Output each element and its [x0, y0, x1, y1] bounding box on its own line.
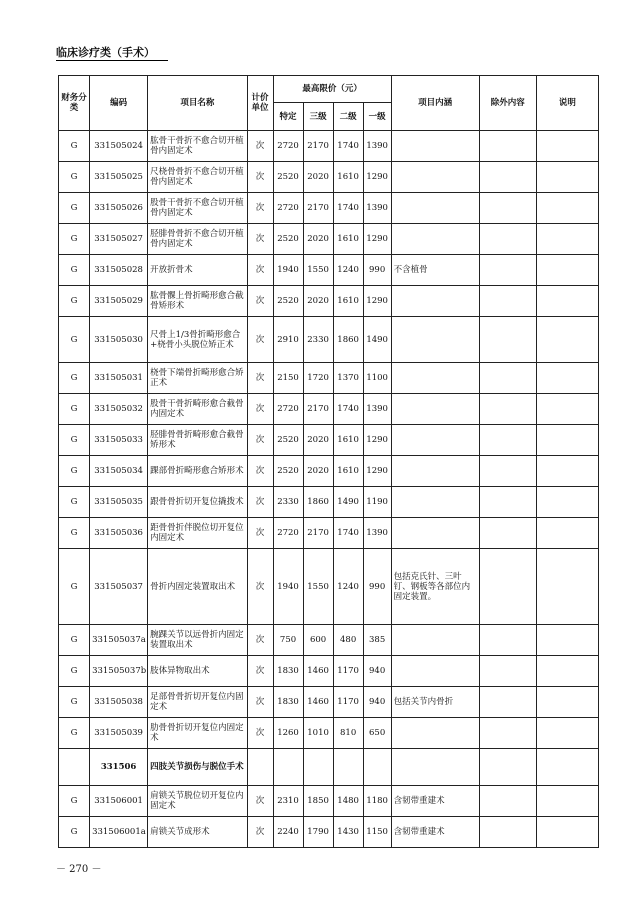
header-category: 财务分类 — [59, 76, 90, 131]
table-row — [59, 255, 599, 286]
cell-unit: 次 — [247, 817, 273, 848]
table-header — [59, 76, 599, 131]
header-tier-3: 三级 — [303, 103, 333, 131]
cell-price-tier1: 650 — [363, 718, 391, 749]
cell-excluded — [479, 394, 536, 425]
table-row — [59, 193, 599, 224]
cell-price-tier2 — [333, 749, 363, 786]
cell-name: 桡骨下端骨折畸形愈合矫正术 — [148, 363, 247, 394]
cell-category: G — [59, 518, 90, 549]
cell-notes — [536, 625, 598, 656]
cell-category: G — [59, 255, 90, 286]
cell-category: G — [59, 193, 90, 224]
cell-content — [391, 286, 479, 317]
cell-content — [391, 317, 479, 363]
cell-content — [391, 394, 479, 425]
cell-price-tier2: 810 — [333, 718, 363, 749]
cell-price-tier2: 1860 — [333, 317, 363, 363]
header-content: 项目内涵 — [391, 76, 479, 131]
cell-notes — [536, 425, 598, 456]
cell-price-tier3: 2170 — [303, 394, 333, 425]
cell-notes — [536, 224, 598, 255]
cell-price-tier1: 385 — [363, 625, 391, 656]
cell-price-special: 2240 — [273, 817, 303, 848]
cell-unit: 次 — [247, 131, 273, 162]
cell-category — [59, 749, 90, 786]
cell-excluded — [479, 656, 536, 687]
cell-category: G — [59, 224, 90, 255]
cell-content — [391, 749, 479, 786]
cell-name: 踝部骨折畸形愈合矫形术 — [148, 456, 247, 487]
table-row — [59, 518, 599, 549]
cell-category: G — [59, 718, 90, 749]
cell-excluded — [479, 131, 536, 162]
cell-notes — [536, 162, 598, 193]
cell-price-tier3: 2020 — [303, 286, 333, 317]
cell-name: 股骨干骨折畸形愈合截骨内固定术 — [148, 394, 247, 425]
cell-category: G — [59, 817, 90, 848]
cell-price-special: 2720 — [273, 518, 303, 549]
cell-excluded — [479, 425, 536, 456]
cell-code: 331505030 — [90, 317, 148, 363]
cell-code: 331505039 — [90, 718, 148, 749]
header-notes: 说明 — [536, 76, 598, 131]
section-title: 临床诊疗类（手术） — [56, 46, 155, 59]
table-row — [59, 317, 599, 363]
cell-price-tier1: 1290 — [363, 286, 391, 317]
cell-name: 胫腓骨骨折畸形愈合截骨矫形术 — [148, 425, 247, 456]
cell-unit — [247, 749, 273, 786]
cell-price-tier1 — [363, 749, 391, 786]
table-row — [59, 718, 599, 749]
cell-category: G — [59, 425, 90, 456]
cell-price-tier2: 1610 — [333, 286, 363, 317]
cell-price-special: 2330 — [273, 487, 303, 518]
cell-name: 足部骨骨折切开复位内固定术 — [148, 687, 247, 718]
cell-price-special: 2520 — [273, 224, 303, 255]
table-row — [59, 224, 599, 255]
cell-price-tier3: 1720 — [303, 363, 333, 394]
cell-code: 331505032 — [90, 394, 148, 425]
cell-name: 四肢关节损伤与脱位手术 — [148, 749, 247, 786]
cell-price-tier1: 1290 — [363, 425, 391, 456]
cell-category: G — [59, 456, 90, 487]
cell-category: G — [59, 162, 90, 193]
cell-code: 331505036 — [90, 518, 148, 549]
cell-price-tier3: 2170 — [303, 518, 333, 549]
cell-code: 331505025 — [90, 162, 148, 193]
cell-name: 肩锁关节脱位切开复位内固定术 — [148, 786, 247, 817]
cell-price-special: 2310 — [273, 786, 303, 817]
cell-content — [391, 518, 479, 549]
cell-price-tier2: 1240 — [333, 549, 363, 625]
cell-content: 含韧带重建术 — [391, 786, 479, 817]
cell-notes — [536, 718, 598, 749]
table-body — [59, 131, 599, 848]
cell-unit: 次 — [247, 224, 273, 255]
cell-notes — [536, 363, 598, 394]
header-tier-2: 二级 — [333, 103, 363, 131]
header-tier-1: 一级 — [363, 103, 391, 131]
cell-price-tier1: 990 — [363, 255, 391, 286]
cell-price-tier1: 1390 — [363, 394, 391, 425]
cell-unit: 次 — [247, 687, 273, 718]
table-row — [59, 625, 599, 656]
cell-unit: 次 — [247, 363, 273, 394]
cell-name: 骨折内固定装置取出术 — [148, 549, 247, 625]
cell-price-tier2: 1490 — [333, 487, 363, 518]
cell-notes — [536, 786, 598, 817]
cell-price-special: 2910 — [273, 317, 303, 363]
cell-notes — [536, 656, 598, 687]
cell-price-tier3: 1550 — [303, 549, 333, 625]
cell-price-tier1: 1290 — [363, 456, 391, 487]
cell-price-tier2: 1740 — [333, 193, 363, 224]
cell-price-tier1: 1390 — [363, 518, 391, 549]
cell-price-tier3: 2020 — [303, 162, 333, 193]
header-max-price: 最高限价（元） — [273, 76, 391, 103]
cell-code: 331505037b — [90, 656, 148, 687]
cell-excluded — [479, 718, 536, 749]
cell-category: G — [59, 786, 90, 817]
cell-notes — [536, 317, 598, 363]
cell-price-tier3: 2330 — [303, 317, 333, 363]
cell-content — [391, 131, 479, 162]
cell-excluded — [479, 255, 536, 286]
cell-price-tier1: 940 — [363, 687, 391, 718]
cell-category: G — [59, 625, 90, 656]
table-row — [59, 549, 599, 625]
cell-content — [391, 425, 479, 456]
cell-price-special: 1830 — [273, 687, 303, 718]
cell-price-tier3: 1860 — [303, 487, 333, 518]
cell-price-tier1: 1100 — [363, 363, 391, 394]
cell-excluded — [479, 456, 536, 487]
cell-price-tier1: 1180 — [363, 786, 391, 817]
cell-notes — [536, 255, 598, 286]
cell-price-tier3: 1550 — [303, 255, 333, 286]
cell-category: G — [59, 487, 90, 518]
table-row — [59, 363, 599, 394]
cell-unit: 次 — [247, 394, 273, 425]
cell-price-tier3: 2170 — [303, 131, 333, 162]
cell-price-tier2: 1610 — [333, 425, 363, 456]
cell-notes — [536, 749, 598, 786]
cell-category: G — [59, 317, 90, 363]
page-number: － 270 － — [56, 864, 102, 875]
cell-price-special: 2720 — [273, 394, 303, 425]
table-row — [59, 687, 599, 718]
cell-content — [391, 625, 479, 656]
cell-excluded — [479, 193, 536, 224]
cell-notes — [536, 193, 598, 224]
table-row — [59, 749, 599, 786]
cell-price-tier1: 990 — [363, 549, 391, 625]
fee-table — [58, 75, 599, 848]
cell-notes — [536, 817, 598, 848]
cell-excluded — [479, 817, 536, 848]
cell-price-special: 750 — [273, 625, 303, 656]
cell-category: G — [59, 394, 90, 425]
cell-unit: 次 — [247, 518, 273, 549]
cell-content: 含韧带重建术 — [391, 817, 479, 848]
cell-unit: 次 — [247, 286, 273, 317]
cell-code: 331505026 — [90, 193, 148, 224]
cell-code: 331506001 — [90, 786, 148, 817]
cell-content — [391, 656, 479, 687]
cell-excluded — [479, 286, 536, 317]
cell-category: G — [59, 363, 90, 394]
table-row — [59, 786, 599, 817]
cell-unit: 次 — [247, 625, 273, 656]
table-row — [59, 131, 599, 162]
cell-price-tier2: 1430 — [333, 817, 363, 848]
cell-price-special: 1830 — [273, 656, 303, 687]
cell-excluded — [479, 162, 536, 193]
cell-price-tier2: 1740 — [333, 518, 363, 549]
cell-price-tier2: 1740 — [333, 131, 363, 162]
table-row — [59, 456, 599, 487]
cell-price-special: 2720 — [273, 131, 303, 162]
cell-excluded — [479, 786, 536, 817]
cell-price-special: 1940 — [273, 549, 303, 625]
cell-code: 331505027 — [90, 224, 148, 255]
header-code: 编码 — [90, 76, 148, 131]
cell-notes — [536, 687, 598, 718]
table-row — [59, 425, 599, 456]
cell-excluded — [479, 549, 536, 625]
cell-name: 尺桡骨骨折不愈合切开植骨内固定术 — [148, 162, 247, 193]
cell-code: 331505024 — [90, 131, 148, 162]
cell-price-tier3: 1850 — [303, 786, 333, 817]
cell-excluded — [479, 749, 536, 786]
cell-excluded — [479, 687, 536, 718]
cell-content — [391, 456, 479, 487]
cell-price-special: 2520 — [273, 286, 303, 317]
cell-category: G — [59, 549, 90, 625]
cell-unit: 次 — [247, 425, 273, 456]
cell-unit: 次 — [247, 549, 273, 625]
cell-price-tier3: 2170 — [303, 193, 333, 224]
cell-price-tier2: 1610 — [333, 456, 363, 487]
cell-name: 胫腓骨骨折不愈合切开植骨内固定术 — [148, 224, 247, 255]
cell-category: G — [59, 131, 90, 162]
cell-price-tier3 — [303, 749, 333, 786]
header-tier-special: 特定 — [273, 103, 303, 131]
cell-price-tier2: 1370 — [333, 363, 363, 394]
table-row — [59, 286, 599, 317]
cell-unit: 次 — [247, 786, 273, 817]
cell-name: 肱骨髁上骨折畸形愈合截骨矫形术 — [148, 286, 247, 317]
cell-price-tier2: 1610 — [333, 162, 363, 193]
cell-price-tier3: 600 — [303, 625, 333, 656]
cell-price-tier1: 940 — [363, 656, 391, 687]
cell-code: 331505034 — [90, 456, 148, 487]
cell-content: 包括克氏针、三叶钉、钢板等各部位内固定装置。 — [391, 549, 479, 625]
table-row — [59, 162, 599, 193]
cell-price-special: 2150 — [273, 363, 303, 394]
cell-price-tier3: 2020 — [303, 425, 333, 456]
cell-price-tier1: 1150 — [363, 817, 391, 848]
cell-price-tier3: 1460 — [303, 656, 333, 687]
cell-price-tier3: 1010 — [303, 718, 333, 749]
cell-excluded — [479, 317, 536, 363]
cell-price-tier2: 480 — [333, 625, 363, 656]
cell-category: G — [59, 286, 90, 317]
cell-price-special: 1260 — [273, 718, 303, 749]
cell-content — [391, 224, 479, 255]
cell-price-tier2: 1240 — [333, 255, 363, 286]
cell-price-special: 1940 — [273, 255, 303, 286]
cell-name: 肱骨干骨折不愈合切开植骨内固定术 — [148, 131, 247, 162]
cell-excluded — [479, 625, 536, 656]
cell-name: 开放折骨术 — [148, 255, 247, 286]
cell-name: 跟骨骨折切开复位撬拨术 — [148, 487, 247, 518]
table-row — [59, 487, 599, 518]
cell-code: 331506001a — [90, 817, 148, 848]
header-unit: 计价单位 — [247, 76, 273, 131]
cell-price-tier2: 1480 — [333, 786, 363, 817]
header-excluded: 除外内容 — [479, 76, 536, 131]
cell-unit: 次 — [247, 456, 273, 487]
cell-content — [391, 162, 479, 193]
cell-name: 肢体异物取出术 — [148, 656, 247, 687]
title-underline — [56, 60, 168, 61]
cell-price-special: 2520 — [273, 162, 303, 193]
cell-notes — [536, 549, 598, 625]
cell-price-tier3: 2020 — [303, 224, 333, 255]
cell-unit: 次 — [247, 255, 273, 286]
cell-name: 腕踝关节以远骨折内固定装置取出术 — [148, 625, 247, 656]
cell-category: G — [59, 656, 90, 687]
cell-excluded — [479, 518, 536, 549]
cell-code: 331506 — [90, 749, 148, 786]
cell-price-tier1: 1390 — [363, 131, 391, 162]
cell-code: 331505033 — [90, 425, 148, 456]
cell-code: 331505035 — [90, 487, 148, 518]
cell-excluded — [479, 224, 536, 255]
cell-price-tier3: 1460 — [303, 687, 333, 718]
cell-unit: 次 — [247, 317, 273, 363]
cell-name: 肩锁关节成形术 — [148, 817, 247, 848]
cell-price-tier1: 1490 — [363, 317, 391, 363]
cell-content — [391, 487, 479, 518]
cell-code: 331505038 — [90, 687, 148, 718]
cell-content — [391, 718, 479, 749]
cell-unit: 次 — [247, 656, 273, 687]
cell-excluded — [479, 487, 536, 518]
cell-notes — [536, 518, 598, 549]
cell-price-tier3: 1790 — [303, 817, 333, 848]
cell-code: 331505029 — [90, 286, 148, 317]
cell-unit: 次 — [247, 193, 273, 224]
table-row — [59, 394, 599, 425]
cell-unit: 次 — [247, 487, 273, 518]
cell-price-special: 2520 — [273, 456, 303, 487]
cell-price-tier2: 1740 — [333, 394, 363, 425]
cell-price-special: 2520 — [273, 425, 303, 456]
cell-category: G — [59, 687, 90, 718]
cell-unit: 次 — [247, 162, 273, 193]
cell-content — [391, 193, 479, 224]
cell-notes — [536, 131, 598, 162]
cell-code: 331505037 — [90, 549, 148, 625]
cell-price-tier2: 1610 — [333, 224, 363, 255]
cell-name: 距骨骨折伴脱位切开复位内固定术 — [148, 518, 247, 549]
cell-code: 331505037a — [90, 625, 148, 656]
cell-price-tier1: 1190 — [363, 487, 391, 518]
cell-name: 尺骨上1/3骨折畸形愈合+桡骨小头脱位矫正术 — [148, 317, 247, 363]
table-row — [59, 656, 599, 687]
cell-notes — [536, 487, 598, 518]
cell-name: 肋骨骨折切开复位内固定术 — [148, 718, 247, 749]
cell-price-tier2: 1170 — [333, 656, 363, 687]
cell-excluded — [479, 363, 536, 394]
cell-code: 331505028 — [90, 255, 148, 286]
cell-price-tier3: 2020 — [303, 456, 333, 487]
cell-price-tier1: 1290 — [363, 224, 391, 255]
cell-notes — [536, 456, 598, 487]
cell-notes — [536, 394, 598, 425]
cell-price-tier1: 1390 — [363, 193, 391, 224]
cell-content: 包括关节内骨折 — [391, 687, 479, 718]
cell-notes — [536, 286, 598, 317]
cell-content: 不含植骨 — [391, 255, 479, 286]
cell-price-tier1: 1290 — [363, 162, 391, 193]
cell-code: 331505031 — [90, 363, 148, 394]
header-name: 项目名称 — [148, 76, 247, 131]
cell-price-special — [273, 749, 303, 786]
cell-price-special: 2720 — [273, 193, 303, 224]
cell-price-tier2: 1170 — [333, 687, 363, 718]
cell-name: 股骨干骨折不愈合切开植骨内固定术 — [148, 193, 247, 224]
table-row — [59, 817, 599, 848]
cell-content — [391, 363, 479, 394]
cell-unit: 次 — [247, 718, 273, 749]
